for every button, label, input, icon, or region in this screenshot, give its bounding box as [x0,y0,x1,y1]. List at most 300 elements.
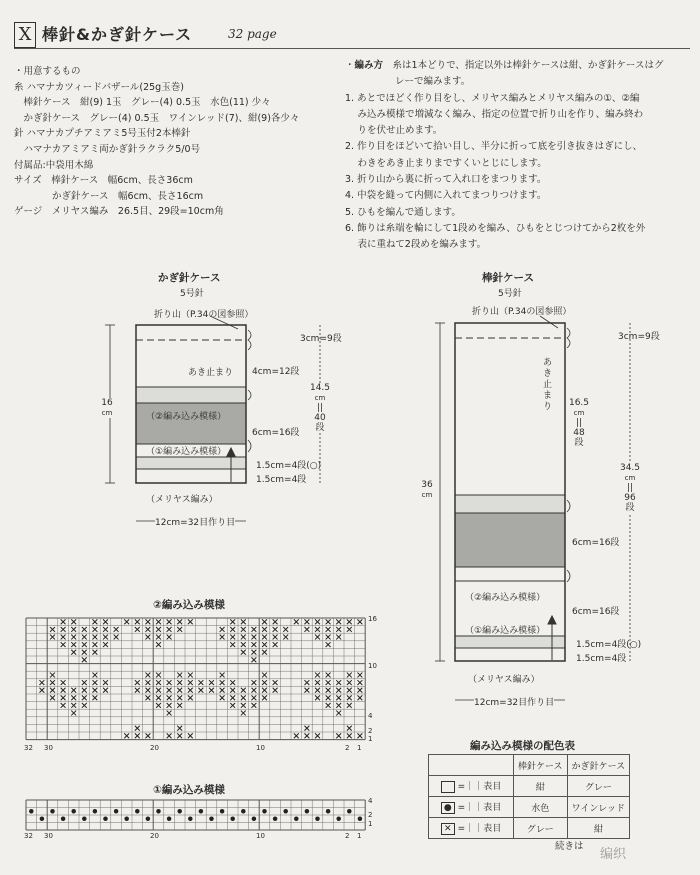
chart1-col-label: 30 [44,832,53,840]
cross-stitch-mark [326,703,331,708]
cross-stitch-mark [167,680,172,685]
howto-step: み込み模様で増減なく編み、指定の位置で折り山を作り、編み終わ [345,108,644,120]
cross-stitch-mark [241,650,246,655]
cross-stitch-mark [326,627,331,632]
crochet-dim-6: 6cm=16段 [252,428,300,438]
crochet-case-opening: あき止まり [188,368,234,378]
dot-stitch-mark [156,809,161,814]
cross-stitch-mark [145,619,150,624]
cross-stitch-mark [61,619,66,624]
knit-case-needle: 5号針 [498,289,522,299]
cross-stitch-mark [326,635,331,640]
dot-stitch-mark [241,809,246,814]
crochet-case-title: かぎ針ケース [158,272,221,284]
cross-stitch-mark [82,657,87,662]
cross-stitch-mark [145,627,150,632]
cross-stitch-mark [92,688,97,693]
cross-stitch-mark [336,619,341,624]
crochet-case-pattern1: （①編み込み模様） [146,447,227,457]
cross-stitch-mark [220,695,225,700]
cross-stitch-mark [251,627,256,632]
chart1-row-label: 1 [368,820,373,828]
cross-stitch-mark [50,688,55,693]
dot-stitch-mark [230,817,235,822]
cross-stitch-mark [71,688,76,693]
cross-stitch-mark [82,688,87,693]
materials-heading: ・用意するもの [14,66,81,77]
chart1-grid [26,800,365,830]
cross-stitch-mark [304,619,309,624]
cross-stitch-mark [336,733,341,738]
cross-stitch-mark [82,650,87,655]
page-number: 32 page [228,27,277,41]
cross-stitch-mark [177,733,182,738]
howto-intro: ・編み方 糸は1本どりで、指定以外は棒針ケースは紺、かぎ針ケースはグ [345,60,664,71]
cross-cell-icon: ✕ [441,823,455,835]
cross-stitch-mark [156,688,161,693]
cross-stitch-mark [92,619,97,624]
knit-dim-165: 16.5 cm || 48 段 [566,398,592,448]
materials-line: ハマナカアミアミ両かぎ針ラクラク5/0号 [14,143,201,155]
cross-stitch-mark [336,695,341,700]
cross-stitch-mark [167,619,172,624]
chapter-mark: X [14,22,36,48]
cross-stitch-mark [167,627,172,632]
chart2-row-label: 2 [368,727,373,735]
cross-stitch-mark [71,650,76,655]
cross-stitch-mark [124,733,129,738]
cross-stitch-mark [251,695,256,700]
knit-dim-6b: 6cm=16段 [572,607,620,617]
cross-stitch-mark [156,627,161,632]
cross-stitch-mark [167,635,172,640]
chart2-row-label: 1 [368,735,373,743]
cross-stitch-mark [188,695,193,700]
materials-line: かぎ針ケース グレー(4) 0.5玉 ワインレッド(7)、紺(9)各少々 [14,112,300,124]
dot-stitch-mark [358,817,363,822]
cross-stitch-mark [82,642,87,647]
crochet-dim-15b: 1.5cm=4段 [256,475,307,485]
cross-stitch-mark [220,688,225,693]
howto-step: 表に重ねて2段めを編みます。 [345,239,487,251]
dot-stitch-mark [220,809,225,814]
knit-dim-15a: 1.5cm=4段(○) [576,640,642,650]
cross-stitch-mark [357,619,362,624]
crochet-dim-4: 4cm=12段 [252,367,300,377]
cross-stitch-mark [209,688,214,693]
cross-stitch-mark [347,627,352,632]
materials-line: 棒針ケース 紺(9) 1玉 グレー(4) 0.5玉 水色(11) 少々 [14,97,271,109]
cross-stitch-mark [262,642,267,647]
howto-step: 5. ひもを編んで通します。 [345,206,461,218]
cross-stitch-mark [251,635,256,640]
cross-stitch-mark [326,673,331,678]
cross-stitch-mark [273,688,278,693]
knit-case-opening: あき止まり [543,358,553,412]
crochet-dim-top: 3cm=9段 [300,334,342,344]
palette-cell: グレー [514,818,568,839]
cross-stitch-mark [156,642,161,647]
chart2-col-label: 2 [345,744,350,752]
cross-stitch-mark [336,688,341,693]
cross-stitch-mark [251,657,256,662]
cross-stitch-mark [92,680,97,685]
cross-stitch-mark [209,680,214,685]
cross-stitch-mark [357,695,362,700]
cross-stitch-mark [103,635,108,640]
chart1-row-label: 2 [368,811,373,819]
crochet-case-stockinette: （メリヤス編み） [146,495,218,505]
cross-stitch-mark [336,703,341,708]
cross-stitch-mark [92,650,97,655]
cross-stitch-mark [262,673,267,678]
knit-dim-total: 34.5 cm || 96 段 [616,463,644,513]
cross-stitch-mark [220,680,225,685]
cross-stitch-mark [241,642,246,647]
cross-stitch-mark [241,711,246,716]
cross-stitch-mark [167,733,172,738]
cross-stitch-mark [347,673,352,678]
howto-step: 4. 中袋を縫って内側に入れてまつりつけます。 [345,190,547,202]
cross-stitch-mark [156,680,161,685]
knit-case-width: 12cm=32目作り目 [474,695,554,708]
dot-stitch-mark [167,817,172,822]
cross-stitch-mark [156,635,161,640]
cross-stitch-mark [61,688,66,693]
cross-stitch-mark [326,680,331,685]
cross-stitch-mark [156,673,161,678]
chart2-col-label: 1 [357,744,362,752]
cross-stitch-mark [71,635,76,640]
cross-stitch-mark [347,680,352,685]
cross-stitch-mark [230,688,235,693]
knit-case-height: 36 cm [421,480,433,499]
dot-stitch-mark [209,817,214,822]
cross-stitch-mark [135,619,140,624]
materials-line: 糸 ハマナカツィードバザール(25g玉巻) [14,81,184,93]
cross-stitch-mark [315,695,320,700]
cross-stitch-mark [82,627,87,632]
cross-stitch-mark [241,635,246,640]
cross-stitch-mark [145,680,150,685]
cross-stitch-mark [347,726,352,731]
cross-stitch-mark [304,627,309,632]
dot-stitch-mark [82,817,87,822]
cross-stitch-mark [145,673,150,678]
cross-stitch-mark [326,688,331,693]
dot-stitch-mark [188,817,193,822]
knit-dim-15b: 1.5cm=4段 [576,654,627,664]
cross-stitch-mark [315,627,320,632]
palette-header: 棒針ケース [514,755,568,776]
dot-stitch-mark [114,809,119,814]
cross-stitch-mark [315,619,320,624]
cross-stitch-mark [145,695,150,700]
cross-stitch-mark [135,680,140,685]
chart2-col-label: 20 [150,744,159,752]
cross-stitch-mark [82,695,87,700]
cross-stitch-mark [71,703,76,708]
dot-stitch-mark [93,809,98,814]
dot-stitch-mark [50,809,55,814]
cross-stitch-mark [336,635,341,640]
cross-stitch-mark [135,688,140,693]
cross-stitch-mark [357,673,362,678]
palette-cell: 紺 [514,776,568,797]
cross-stitch-mark [177,680,182,685]
cross-stitch-mark [135,726,140,731]
cross-stitch-mark [198,680,203,685]
cross-stitch-mark [71,627,76,632]
cross-stitch-mark [304,688,309,693]
howto-step: 6. 飾りは糸端を輪にして1段めを編み、ひもをとじつけてから2枚を外 [345,222,646,234]
cross-stitch-mark [61,680,66,685]
cross-stitch-mark [230,642,235,647]
knit-case-pattern1: （①編み込み模様） [465,626,546,636]
cross-stitch-mark [145,688,150,693]
cross-stitch-mark [220,627,225,632]
dot-stitch-mark [177,809,182,814]
cross-stitch-mark [347,733,352,738]
palette-key: ✕ =｜｜表目 [429,818,514,839]
cross-stitch-mark [177,619,182,624]
materials-line: 針 ハマナカプチアミアミ5号玉付2本棒針 [14,128,191,140]
dot-stitch-mark [305,809,310,814]
chart2-title: ②編み込み模様 [153,599,225,611]
cross-stitch-mark [251,703,256,708]
palette-header [429,755,514,776]
materials-line: かぎ針ケース 幅6cm、長さ16cm [14,190,204,202]
cross-stitch-mark [177,627,182,632]
cross-stitch-mark [230,627,235,632]
cross-stitch-mark [103,627,108,632]
cross-stitch-mark [71,642,76,647]
dot-stitch-mark [262,809,267,814]
cross-stitch-mark [273,642,278,647]
cross-stitch-mark [167,695,172,700]
cross-stitch-mark [145,635,150,640]
dot-stitch-mark [199,809,204,814]
cross-stitch-mark [61,703,66,708]
cross-stitch-mark [156,695,161,700]
cross-stitch-mark [103,619,108,624]
cross-stitch-mark [82,680,87,685]
cross-stitch-mark [283,635,288,640]
cross-stitch-mark [71,711,76,716]
dot-stitch-mark [103,817,108,822]
dot-stitch-mark [40,817,45,822]
cross-stitch-mark [188,733,193,738]
cross-stitch-mark [273,627,278,632]
cross-stitch-mark [198,688,203,693]
cross-stitch-mark [241,688,246,693]
knit-dim-6a: 6cm=16段 [572,538,620,548]
cross-stitch-mark [315,680,320,685]
cross-stitch-mark [241,619,246,624]
cross-stitch-mark [177,673,182,678]
crochet-dim-total: 14.5 cm || 40 段 [306,383,334,433]
chart2-col-label: 10 [256,744,265,752]
dot-stitch-mark [315,817,320,822]
cross-stitch-mark [50,680,55,685]
cross-stitch-mark [357,680,362,685]
cross-stitch-mark [315,733,320,738]
watermark: 编织 [600,847,627,862]
knit-dim-top: 3cm=9段 [618,332,660,342]
cross-stitch-mark [156,703,161,708]
dot-stitch-mark [71,809,76,814]
palette-key: =｜｜表目 [429,776,514,797]
cross-stitch-mark [251,680,256,685]
cross-stitch-mark [273,680,278,685]
cross-stitch-mark [61,695,66,700]
palette-cell: ワインレッド [567,797,630,818]
cross-stitch-mark [177,726,182,731]
chart1-col-label: 1 [357,832,362,840]
dot-stitch-mark [273,817,278,822]
cross-stitch-mark [315,688,320,693]
chart1-col-label: 2 [345,832,350,840]
cross-stitch-mark [92,627,97,632]
cross-stitch-mark [156,619,161,624]
cross-stitch-mark [61,627,66,632]
cross-stitch-mark [304,733,309,738]
dot-stitch-mark [135,809,140,814]
chart1-col-label: 20 [150,832,159,840]
dot-stitch-mark [252,817,257,822]
cross-stitch-mark [177,688,182,693]
materials-line: ゲージ メリヤス編み 26.5目、29段=10cm角 [14,206,224,218]
blank-cell-icon [441,781,455,793]
howto-step: 3. 折り山から裏に折って入れ口をまつります。 [345,174,547,186]
crochet-case-needle: 5号針 [180,289,204,299]
cross-stitch-mark [103,688,108,693]
cross-stitch-mark [50,673,55,678]
cross-stitch-mark [50,627,55,632]
palette-cell: グレー [567,776,630,797]
cross-stitch-mark [188,619,193,624]
cross-stitch-mark [220,673,225,678]
cross-stitch-mark [39,680,44,685]
cross-stitch-mark [167,688,172,693]
cross-stitch-mark [336,627,341,632]
cross-stitch-mark [188,680,193,685]
palette-header: かぎ針ケース [567,755,630,776]
cross-stitch-mark [347,688,352,693]
cross-stitch-mark [82,703,87,708]
crochet-dim-15a: 1.5cm=4段(○) [256,461,322,471]
cross-stitch-mark [167,703,172,708]
cross-stitch-mark [262,627,267,632]
crochet-case-height: 16 cm [101,398,113,417]
cross-stitch-mark [177,695,182,700]
cross-stitch-mark [230,695,235,700]
cross-stitch-mark [336,711,341,716]
palette-cell: 紺 [567,818,630,839]
knit-case-fold: 折り山（P.34の図参照） [472,307,572,317]
cross-stitch-mark [315,635,320,640]
palette-cell: 水色 [514,797,568,818]
dot-stitch-mark [124,817,129,822]
cross-stitch-mark [50,635,55,640]
cross-stitch-mark [188,688,193,693]
materials-line: サイズ 棒針ケース 幅6cm、長さ36cm [14,175,193,187]
knit-case-stockinette: （メリヤス編み） [468,675,540,685]
cross-stitch-mark [251,688,256,693]
cross-stitch-mark [135,733,140,738]
cross-stitch-mark [251,650,256,655]
cross-stitch-mark [103,642,108,647]
cross-stitch-mark [124,619,129,624]
cross-stitch-mark [71,695,76,700]
palette-table [428,754,630,839]
cross-stitch-mark [82,635,87,640]
cross-stitch-mark [357,733,362,738]
chart2-row-label: 16 [368,615,377,623]
page-title: 棒針&かぎ針ケース [42,25,193,44]
palette-key: ● =｜｜表目 [429,797,514,818]
cross-stitch-mark [347,619,352,624]
cross-stitch-mark [230,635,235,640]
cross-stitch-mark [167,711,172,716]
cross-stitch-mark [61,642,66,647]
cross-stitch-mark [347,703,352,708]
cross-stitch-mark [135,627,140,632]
howto-intro: レーで編みます。 [395,76,471,88]
howto-step: 1. あとでほどく作り目をし、メリヤス編みとメリヤス編みの①、②編 [345,92,640,104]
cross-stitch-mark [39,688,44,693]
cross-stitch-mark [177,703,182,708]
cross-stitch-mark [188,673,193,678]
dot-stitch-mark [146,817,151,822]
cross-stitch-mark [326,642,331,647]
materials-line: 付属品:中袋用木綿 [14,159,94,171]
chart2-grid [26,618,365,740]
chart2-row-label: 4 [368,712,373,720]
cross-stitch-mark [336,680,341,685]
dot-stitch-mark [326,809,331,814]
dot-stitch-mark [347,809,352,814]
dot-stitch-mark [29,809,34,814]
dot-stitch-mark [294,817,299,822]
chart2-col-label: 30 [44,744,53,752]
cross-stitch-mark [357,688,362,693]
cross-stitch-mark [92,635,97,640]
chart1-col-label: 32 [24,832,33,840]
cross-stitch-mark [262,688,267,693]
cross-stitch-mark [251,642,256,647]
cross-stitch-mark [92,642,97,647]
cross-stitch-mark [103,680,108,685]
cross-stitch-mark [326,695,331,700]
crochet-case-fold: 折り山（P.34の図参照） [154,310,254,320]
cross-stitch-mark [114,635,119,640]
knit-case-pattern2: （②編み込み模様） [465,593,546,603]
cross-stitch-mark [347,695,352,700]
cross-stitch-mark [230,619,235,624]
cross-stitch-mark [262,619,267,624]
cross-stitch-mark [283,627,288,632]
dot-stitch-mark [283,809,288,814]
cross-stitch-mark [241,703,246,708]
cross-stitch-mark [220,635,225,640]
cross-stitch-mark [262,695,267,700]
chart1-row-label: 4 [368,797,373,805]
cross-stitch-mark [92,673,97,678]
cross-stitch-mark [273,619,278,624]
dot-stitch-mark [336,817,341,822]
crochet-case-width: 12cm=32目作り目 [155,515,235,528]
